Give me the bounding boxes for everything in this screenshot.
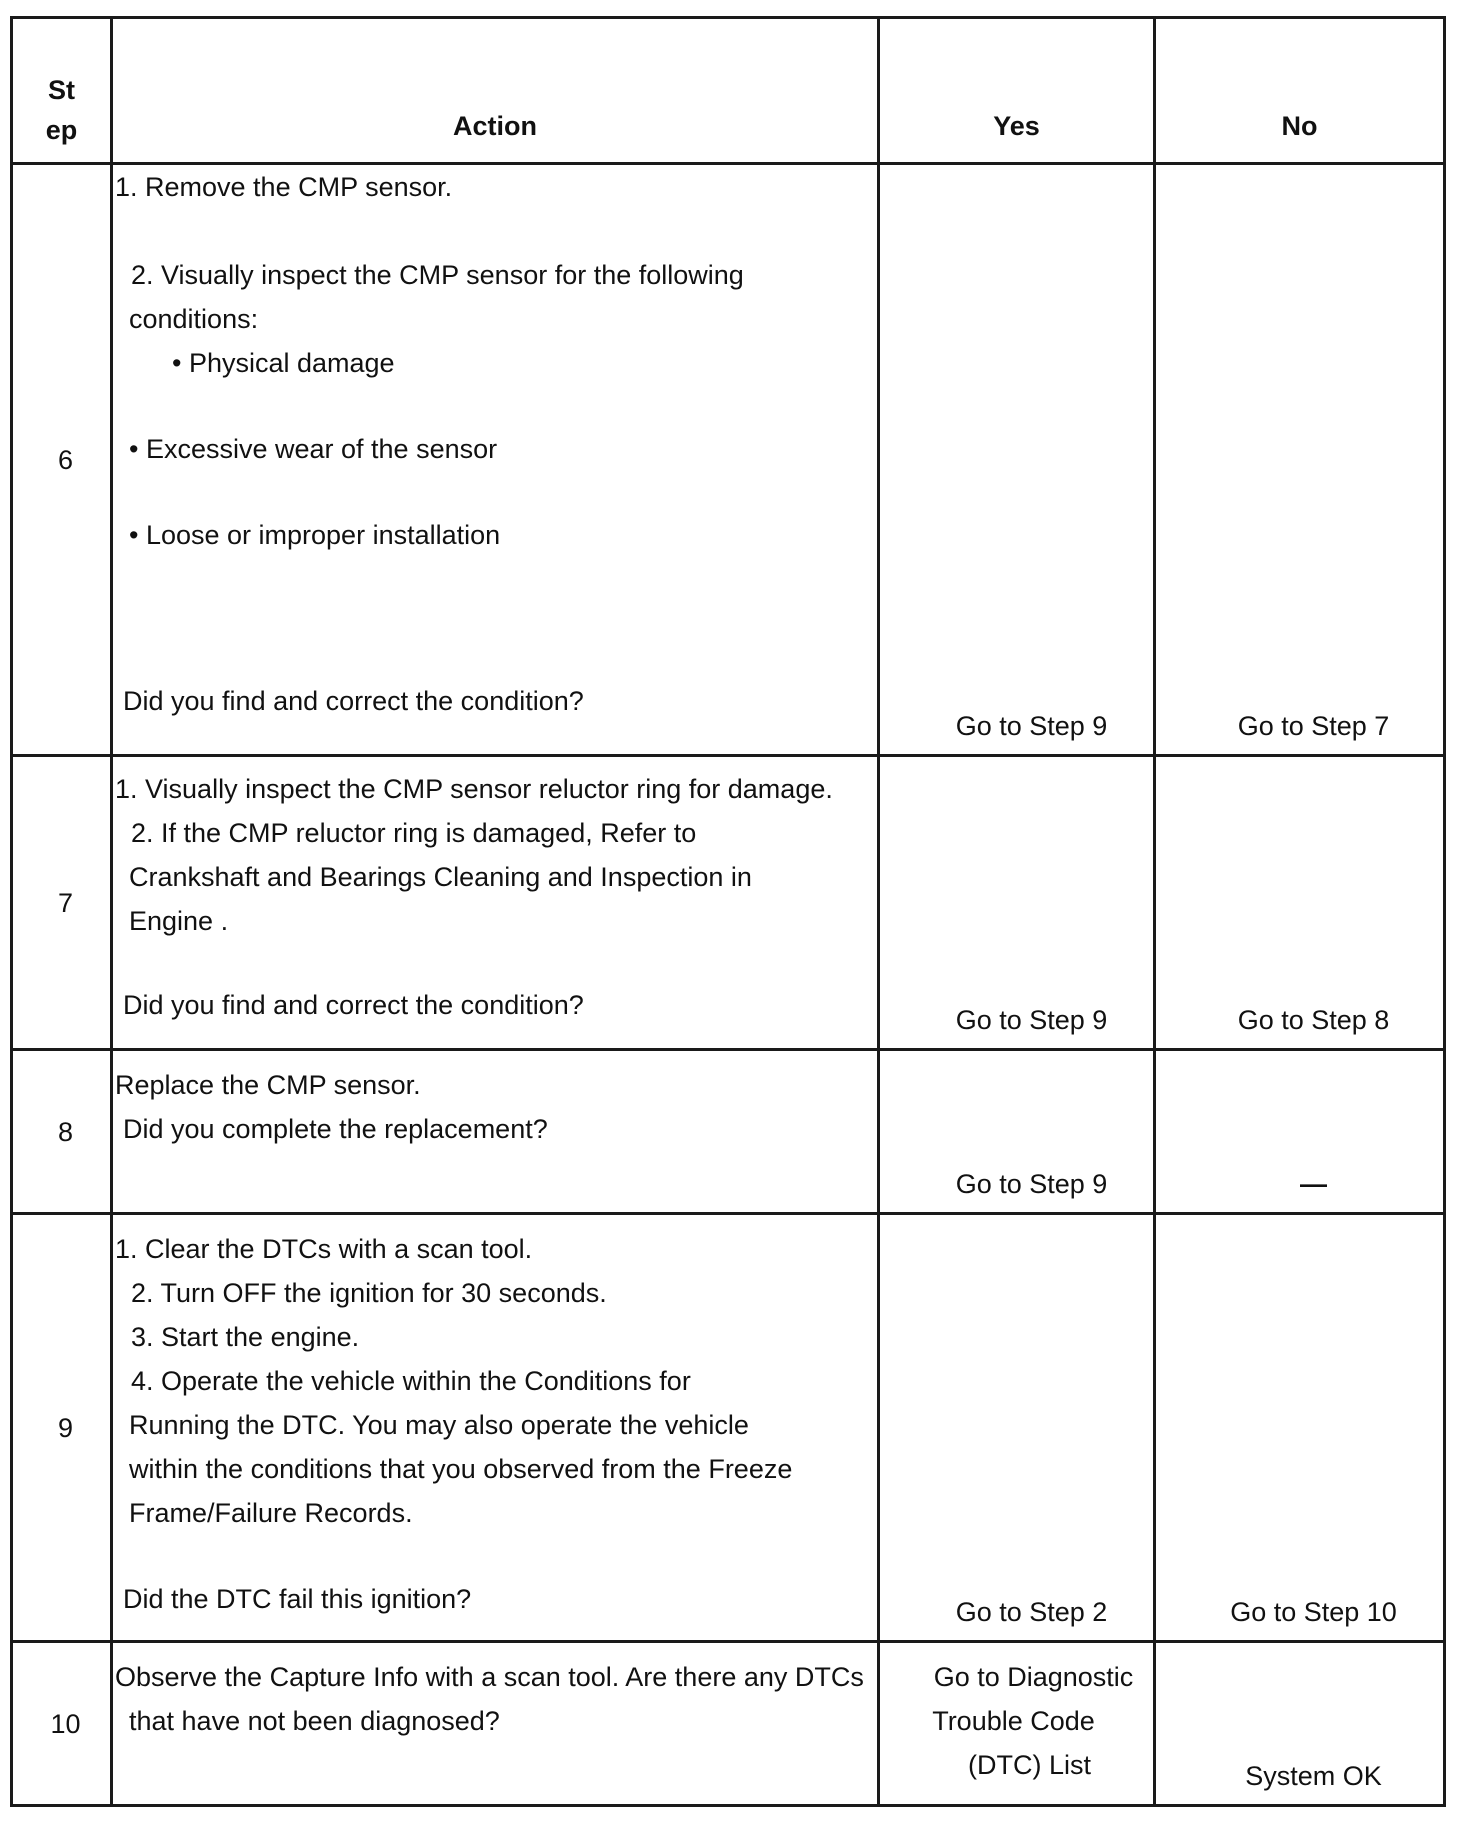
yes-line: Go to Diagnostic [933,1662,1134,1692]
action-line: within the conditions that you observed from the Freeze [129,1454,793,1484]
action-line: 1. Clear the DTCs with a scan tool. [115,1234,533,1264]
yes-cell: Go to Step 9 [879,164,1155,756]
table-row-step-7 [12,756,1445,1050]
yes-cell [879,1642,1155,1806]
action-line: 2. If the CMP reluctor ring is damaged, Refer to [131,818,697,848]
action-line: 3. Start the engine. [131,1322,360,1352]
table-row-step-9 [12,1214,1445,1642]
action-line: Crankshaft and Bearings Cleaning and Inspection in [129,862,752,892]
column-header-step [12,18,112,164]
action-question: Did the DTC fail this ignition? [123,1584,472,1614]
action-cell [112,1050,879,1214]
header-row [12,18,1445,164]
action-line: Engine . [129,906,229,936]
action-question: Did you find and correct the condition? [123,686,584,716]
step-number: 7 [12,756,112,1050]
step-number: 8 [12,1050,112,1214]
action-line: 4. Operate the vehicle within the Conditions for [131,1366,691,1396]
action-line: 1. Remove the CMP sensor. [115,172,453,202]
action-cell [112,756,879,1050]
action-cell [112,164,879,756]
step-header-line-1: St [48,75,75,105]
column-header-action: Action [112,18,879,164]
action-question: Did you complete the replacement? [123,1114,548,1144]
yes-cell: Go to Step 2 [879,1214,1155,1642]
action-line: 1. Visually inspect the CMP sensor reluctor ring for damage. [115,774,833,804]
step-header-line-2: ep [45,115,78,145]
action-line: Replace the CMP sensor. [115,1070,421,1100]
action-cell [112,1642,879,1806]
table-row-step-8 [12,1050,1445,1214]
yes-line: (DTC) List [968,1750,1091,1780]
column-header-no: No [1155,18,1445,164]
action-line: Running the DTC. You may also operate the vehicle [129,1410,749,1440]
yes-cell: Go to Step 9 [879,756,1155,1050]
action-line: • Loose or improper installation [129,520,501,550]
action-line: • Excessive wear of the sensor [129,434,498,464]
no-cell: — [1155,1050,1445,1214]
action-line: 2. Turn OFF the ignition for 30 seconds. [131,1278,607,1308]
action-line: • Physical damage [172,348,395,378]
step-number: 10 [12,1642,112,1806]
no-cell: Go to Step 10 [1155,1214,1445,1642]
action-cell [112,1214,879,1642]
no-cell: Go to Step 7 [1155,164,1445,756]
step-number: 6 [12,164,112,756]
action-question: Did you find and correct the condition? [123,990,584,1020]
diagnostic-steps-table [10,16,1446,1807]
step-number: 9 [12,1214,112,1642]
no-cell: System OK [1155,1642,1445,1806]
action-line: that have not been diagnosed? [129,1706,500,1736]
action-line: Frame/Failure Records. [129,1498,413,1528]
action-line: conditions: [129,304,259,334]
action-line: Observe the Capture Info with a scan tool. Are there any DTCs [115,1662,864,1692]
yes-cell: Go to Step 9 [879,1050,1155,1214]
action-line: 2. Visually inspect the CMP sensor for the following [131,260,744,290]
table-row-step-6 [12,164,1445,756]
no-cell: Go to Step 8 [1155,756,1445,1050]
table-row-step-10 [12,1642,1445,1806]
column-header-yes: Yes [879,18,1155,164]
yes-line: Trouble Code [932,1706,1095,1736]
